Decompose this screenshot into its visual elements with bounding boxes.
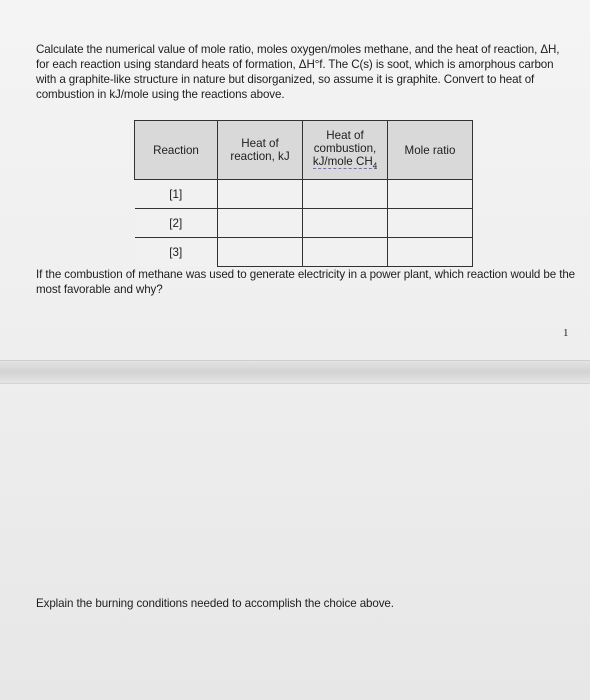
header-heat-of-combustion (303, 121, 388, 180)
table-row (135, 238, 473, 267)
row-label: [1] (135, 180, 218, 209)
cell-heat-of-combustion (303, 238, 388, 267)
header-heat-combustion-line2: combustion, (313, 142, 377, 156)
header-heat-reaction-line2: reaction, kJ (230, 150, 290, 163)
cell-mole-ratio (388, 209, 473, 238)
table-row (135, 180, 473, 209)
header-mole-ratio: Mole ratio (388, 121, 473, 180)
row-label: [2] (135, 209, 218, 238)
cell-heat-of-reaction (218, 209, 303, 238)
page-number: 1 (563, 327, 569, 339)
power-plant-question: If the combustion of methane was used to generate electricity in a power plant, which reaction would be the most favorable and why? (36, 268, 576, 296)
header-heat-combustion-line3: kJ/mole CH (312, 155, 373, 169)
burning-conditions-question: Explain the burning conditions needed to accomplish the choice above. (36, 597, 394, 610)
cell-heat-of-combustion (303, 180, 388, 209)
cell-heat-of-combustion (303, 209, 388, 238)
row-label: [3] (135, 238, 218, 267)
cell-mole-ratio (388, 238, 473, 267)
cell-mole-ratio (388, 180, 473, 209)
cell-heat-of-reaction (218, 238, 303, 267)
header-heat-combustion-subscript: 4 (372, 161, 378, 171)
instructions-paragraph (36, 42, 566, 102)
table-header-row (135, 121, 473, 180)
cell-heat-of-reaction (218, 180, 303, 209)
header-reaction: Reaction (135, 121, 218, 180)
header-heat-reaction-line1: Heat of (241, 137, 279, 150)
header-heat-combustion-unit (313, 155, 377, 169)
reaction-table (134, 120, 473, 267)
table-row (135, 209, 473, 238)
header-heat-of-reaction (218, 121, 303, 180)
header-heat-combustion-line1: Heat of (326, 129, 364, 143)
instructions-text: Calculate the numerical value of mole ratio, moles oxygen/moles methane, and the heat of reaction, ΔH, for each reaction using standard heats of formation, ΔH°f. The C(s) is soot, which is amorphous carbon with a graphite-like structure in nature but disorganized, so assume it is graphite. Convert to heat of combustion in kJ/mole using the reactions above. (36, 43, 560, 101)
page-break-divider (0, 360, 590, 384)
